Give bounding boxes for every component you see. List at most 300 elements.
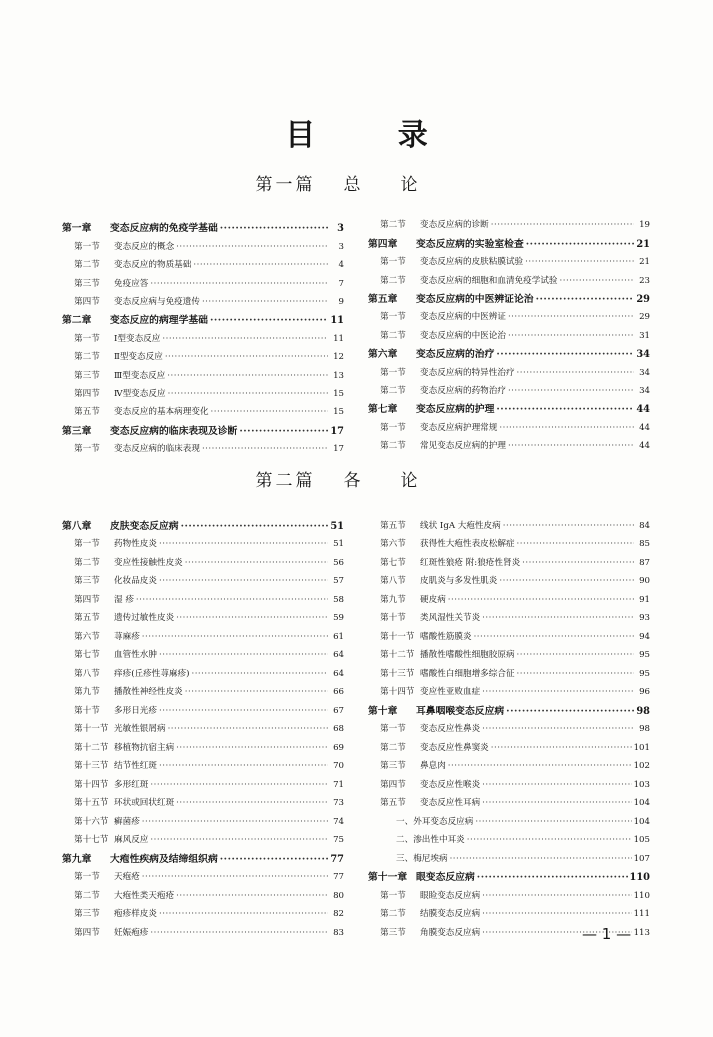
- toc-leader-dots: [159, 650, 328, 661]
- toc-entry-title: 变态反应病的细胞和血清免疫学试验: [420, 275, 558, 286]
- toc-section-row[interactable]: [62, 643, 344, 662]
- toc-entry-number: 第六节: [380, 539, 406, 549]
- toc-chapter-row[interactable]: [368, 287, 650, 305]
- toc-entry-title: 大疱性疾病及结缔组织病: [110, 853, 218, 865]
- toc-leader-dots: [491, 743, 632, 754]
- toc-entry-page: 101: [633, 742, 650, 753]
- toc-entry-number: 第四节: [74, 927, 100, 938]
- toc-leader-dots: [517, 539, 634, 550]
- toc-leader-dots: [142, 817, 328, 828]
- toc-leader-dots: [159, 909, 328, 920]
- toc-entry-number: 第十节: [380, 613, 406, 623]
- part-two-left-column: [62, 513, 344, 939]
- toc-chapter-row[interactable]: [368, 231, 650, 249]
- toc-entry-number: 第五节: [74, 407, 100, 418]
- toc-chapter-row[interactable]: [368, 397, 650, 415]
- toc-section-row[interactable]: [62, 363, 344, 381]
- toc-leader-dots: [467, 835, 632, 846]
- toc-section-row[interactable]: [368, 305, 650, 323]
- toc-entry-page: 23: [639, 275, 650, 286]
- toc-leader-dots: [176, 798, 328, 809]
- toc-entry-page: 107: [633, 853, 650, 864]
- toc-entry-page: 34: [636, 349, 650, 361]
- toc-entry-page: 70: [333, 761, 344, 771]
- toc-section-row[interactable]: [368, 624, 650, 643]
- toc-chapter-row[interactable]: [62, 216, 344, 234]
- toc-leader-dots: [508, 386, 634, 397]
- toc-entry-page: 93: [639, 613, 650, 623]
- toc-leader-dots: [168, 724, 328, 735]
- toc-entry-title: 光敏性银屑病: [114, 724, 166, 734]
- toc-leader-dots: [499, 423, 634, 434]
- toc-leader-dots: [508, 441, 634, 452]
- toc-section-row[interactable]: [368, 846, 650, 865]
- toc-entry-title: 变态反应病护理常规: [420, 422, 498, 433]
- part-two-word: 各论: [343, 471, 458, 491]
- toc-entry-page: 17: [333, 444, 344, 455]
- toc-entry-number: 第十三节: [380, 668, 415, 679]
- toc-entry-number: 第三节: [380, 927, 406, 938]
- toc-section-row[interactable]: [62, 532, 344, 551]
- toc-leader-dots: [482, 724, 634, 735]
- toc-leader-dots: [202, 444, 328, 455]
- toc-section-row[interactable]: [62, 735, 344, 754]
- toc-entry-title: 一、外耳变态反应病: [396, 816, 474, 827]
- toc-entry-title: 变态反应性鼻窦炎: [420, 742, 489, 753]
- toc-leader-dots: [560, 276, 634, 287]
- toc-entry-title: 眼睑变态反应病: [420, 890, 481, 901]
- toc-entry-page: 56: [333, 557, 344, 568]
- toc-entry-page: 44: [639, 422, 650, 433]
- toc-entry-page: 104: [633, 816, 650, 827]
- toc-section-row[interactable]: [62, 754, 344, 773]
- toc-entry-title: 化妆品皮炎: [114, 576, 157, 586]
- toc-entry-number: 第二节: [380, 330, 406, 341]
- toc-entry-page: 83: [333, 927, 344, 938]
- toc-entry-number: 第十四节: [380, 687, 415, 697]
- toc-entry-page: 34: [639, 367, 650, 378]
- toc-chapter-row[interactable]: [368, 865, 650, 884]
- toc-entry-page: 103: [633, 779, 650, 790]
- toc-entry-page: 7: [338, 278, 344, 289]
- toc-section-row[interactable]: [62, 828, 344, 847]
- toc-entry-page: 68: [333, 724, 344, 734]
- toc-entry-title: Ⅳ型变态反应: [114, 388, 166, 399]
- toc-entry-page: 29: [636, 293, 650, 305]
- part-one-name: 第一篇: [255, 175, 316, 195]
- toc-leader-dots: [159, 761, 328, 772]
- toc-section-row[interactable]: [368, 250, 650, 268]
- toc-section-row[interactable]: [62, 569, 344, 588]
- toc-section-row[interactable]: [62, 326, 344, 344]
- toc-section-row[interactable]: [368, 360, 650, 378]
- toc-entry-title: 变应性接触性皮炎: [114, 557, 183, 568]
- page-number: — 1 —: [582, 925, 632, 943]
- toc-leader-dots: [176, 242, 328, 253]
- toc-entry-page: 58: [333, 594, 344, 605]
- toc-entry-title: 药物性皮炎: [114, 539, 157, 549]
- toc-entry-page: 15: [333, 407, 344, 418]
- toc-leader-dots: [499, 576, 634, 587]
- toc-entry-page: 102: [633, 761, 650, 771]
- toc-section-row[interactable]: [62, 661, 344, 680]
- toc-entry-title: 眼变态反应病: [416, 872, 475, 883]
- toc-entry-number: 第五节: [380, 520, 406, 531]
- toc-entry-number: 第四节: [74, 594, 100, 605]
- toc-entry-page: 31: [639, 330, 650, 341]
- toc-entry-number: 第十六节: [74, 816, 109, 827]
- toc-entry-page: 21: [639, 257, 650, 268]
- toc-section-row[interactable]: [62, 865, 344, 884]
- toc-entry-title: 皮肌炎与多发性肌炎: [420, 576, 498, 586]
- toc-section-row[interactable]: [368, 717, 650, 736]
- toc-section-row[interactable]: [368, 680, 650, 699]
- toc-entry-title: 类风湿性关节炎: [420, 613, 481, 623]
- toc-entry-title: 播散性神经性皮炎: [114, 687, 183, 697]
- toc-section-row[interactable]: [368, 643, 650, 662]
- toc-entry-page: 77: [330, 853, 344, 865]
- toc-leader-dots: [517, 650, 634, 661]
- toc-entry-title: 癣菌疹: [114, 816, 140, 827]
- toc-entry-title: 变态反应病的临床表现及诊断: [110, 425, 238, 437]
- toc-section-row[interactable]: [62, 550, 344, 569]
- toc-entry-title: 红斑性狼疮 附:狼疮性肾炎: [420, 557, 521, 568]
- toc-entry-number: 第九章: [62, 853, 92, 865]
- toc-entry-number: 第二节: [380, 742, 406, 753]
- toc-entry-number: 第四节: [380, 779, 406, 790]
- toc-entry-title: 结膜变态反应病: [420, 909, 481, 919]
- toc-entry-page: 105: [633, 835, 650, 845]
- toc-entry-page: 85: [639, 539, 650, 549]
- toc-leader-dots: [191, 669, 328, 680]
- toc-chapter-row[interactable]: [368, 342, 650, 360]
- toc-section-row[interactable]: [62, 698, 344, 717]
- toc-section-row[interactable]: [368, 735, 650, 754]
- toc-section-row[interactable]: [62, 717, 344, 736]
- toc-entry-number: 第二节: [380, 909, 406, 919]
- toc-entry-number: 第十一节: [74, 724, 109, 734]
- toc-entry-number: 第五章: [368, 293, 398, 305]
- toc-entry-number: 第六节: [74, 631, 100, 642]
- toc-entry-page: 95: [639, 668, 650, 679]
- toc-entry-number: 第四节: [74, 296, 100, 307]
- toc-leader-dots: [176, 743, 328, 754]
- toc-entry-page: 19: [639, 220, 650, 231]
- toc-leader-dots: [176, 613, 328, 624]
- toc-leader-dots: [496, 404, 634, 415]
- toc-leader-dots: [482, 909, 631, 920]
- toc-leader-dots: [482, 891, 631, 902]
- toc-entry-number: 第一节: [74, 539, 100, 549]
- toc-entry-number: 第一节: [380, 257, 406, 268]
- part-one-right-column: [368, 213, 650, 452]
- toc-entry-title: 耳鼻咽喉变态反应病: [416, 705, 505, 717]
- toc-leader-dots: [496, 349, 634, 360]
- toc-entry-title: 免疫应答: [114, 278, 149, 289]
- toc-entry-number: 第十二节: [380, 650, 415, 660]
- toc-entry-number: 第二节: [74, 260, 100, 271]
- toc-section-row[interactable]: [62, 437, 344, 455]
- toc-entry-title: 变态反应病的特异性治疗: [420, 367, 515, 378]
- toc-leader-dots: [159, 576, 328, 587]
- toc-entry-number: 第一节: [74, 444, 100, 455]
- toc-entry-number: 第三节: [74, 370, 100, 381]
- toc-leader-dots: [508, 312, 634, 323]
- toc-leader-dots: [477, 872, 628, 883]
- toc-entry-title: 大疱性类天疱疮: [114, 890, 175, 901]
- toc-entry-title: 嗜酸性白细胞增多综合征: [420, 668, 515, 679]
- toc-section-row[interactable]: [368, 268, 650, 286]
- toc-entry-title: 变态反应病的实验室检查: [416, 238, 524, 250]
- toc-section-row[interactable]: [62, 400, 344, 418]
- toc-entry-page: 57: [333, 576, 344, 586]
- part-one-word: 总论: [343, 175, 458, 195]
- toc-entry-title: 变态反应的基本病理变化: [114, 407, 209, 418]
- toc-entry-page: 66: [333, 687, 344, 697]
- toc-section-row[interactable]: [62, 606, 344, 625]
- toc-entry-title: 疱疹样皮炎: [114, 909, 157, 919]
- toc-entry-page: 111: [633, 909, 650, 919]
- toc-leader-dots: [482, 798, 631, 809]
- toc-leader-dots: [448, 595, 634, 606]
- toc-leader-dots: [150, 279, 328, 290]
- toc-leader-dots: [526, 239, 634, 250]
- toc-entry-number: 第七节: [380, 557, 406, 568]
- toc-entry-title: 痒疹(丘疹性荨麻疹): [114, 668, 190, 679]
- toc-entry-number: 第四节: [74, 388, 100, 399]
- toc-entry-title: 皮肤变态反应病: [110, 520, 179, 532]
- toc-leader-dots: [150, 780, 328, 791]
- toc-leader-dots: [142, 872, 328, 883]
- toc-section-row[interactable]: [368, 379, 650, 397]
- toc-entry-page: 95: [639, 650, 650, 660]
- toc-section-row[interactable]: [368, 323, 650, 341]
- toc-entry-page: 4: [338, 260, 344, 271]
- toc-section-row[interactable]: [368, 754, 650, 773]
- toc-entry-page: 17: [330, 425, 344, 437]
- toc-entry-number: 第二节: [380, 220, 406, 231]
- toc-entry-page: 80: [333, 890, 344, 901]
- toc-entry-number: 第二节: [74, 352, 100, 363]
- part-two-name: 第二篇: [255, 471, 316, 491]
- toc-leader-dots: [176, 891, 328, 902]
- toc-entry-title: 变态反应病的中医辨证论治: [416, 293, 534, 305]
- toc-entry-number: 第十三节: [74, 761, 109, 771]
- toc-entry-page: 51: [333, 539, 344, 549]
- toc-leader-dots: [210, 315, 328, 326]
- toc-chapter-row[interactable]: [62, 513, 344, 532]
- toc-entry-number: 第十五节: [74, 798, 109, 808]
- toc-section-row[interactable]: [62, 253, 344, 271]
- toc-entry-number: 第十七节: [74, 835, 109, 845]
- toc-leader-dots: [448, 761, 632, 772]
- toc-section-row[interactable]: [368, 772, 650, 791]
- toc-entry-title: 变态反应病的中医辨证: [420, 312, 506, 323]
- toc-entry-page: 110: [629, 872, 650, 883]
- toc-leader-dots: [185, 687, 328, 698]
- toc-section-row[interactable]: [62, 345, 344, 363]
- toc-leader-dots: [482, 780, 631, 791]
- toc-leader-dots: [136, 595, 328, 606]
- toc-section-row[interactable]: [368, 809, 650, 828]
- toc-chapter-row[interactable]: [62, 418, 344, 436]
- toc-entry-number: 第二节: [74, 557, 100, 568]
- toc-entry-number: 第一节: [380, 312, 406, 323]
- toc-entry-number: 第九节: [380, 594, 406, 605]
- toc-entry-title: Ⅲ型变态反应: [114, 370, 166, 381]
- toc-entry-title: 变态反应病与免疫遗传: [114, 296, 200, 307]
- part-one-heading: [0, 170, 713, 195]
- toc-section-row[interactable]: [62, 587, 344, 606]
- toc-section-row[interactable]: [368, 434, 650, 452]
- toc-entry-page: 44: [636, 404, 650, 416]
- toc-leader-dots: [474, 632, 634, 643]
- toc-entry-title: 天疱疮: [114, 872, 140, 882]
- toc-entry-page: 67: [333, 705, 344, 716]
- toc-entry-number: 第八节: [380, 576, 406, 586]
- toc-entry-title: 线状 IgA 大疱性皮病: [420, 520, 501, 531]
- toc-leader-dots: [239, 426, 328, 437]
- toc-leader-dots: [162, 334, 328, 345]
- toc-entry-page: 69: [333, 742, 344, 753]
- part-two-heading: [0, 466, 713, 491]
- toc-entry-page: 84: [639, 520, 650, 531]
- toc-entry-page: 73: [333, 798, 344, 808]
- toc-section-row[interactable]: [368, 513, 650, 532]
- toc-entry-page: 9: [338, 296, 344, 307]
- toc-entry-page: 21: [636, 238, 650, 250]
- toc-entry-number: 第十一章: [368, 872, 408, 883]
- part-two-right-column: [368, 513, 650, 939]
- toc-section-row[interactable]: [368, 883, 650, 902]
- toc-section-row[interactable]: [368, 550, 650, 569]
- toc-entry-number: 第九节: [74, 687, 100, 697]
- toc-entry-title: 鼻息肉: [420, 761, 446, 771]
- toc-leader-dots: [211, 407, 328, 418]
- toc-entry-number: 第五节: [74, 613, 100, 623]
- toc-leader-dots: [142, 632, 328, 643]
- toc-leader-dots: [150, 928, 328, 939]
- toc-entry-title: 结节性红斑: [114, 761, 157, 771]
- toc-section-row[interactable]: [62, 791, 344, 810]
- toc-entry-title: 变态反应病的药物治疗: [420, 385, 506, 396]
- toc-section-row[interactable]: [368, 661, 650, 680]
- toc-section-row[interactable]: [62, 772, 344, 791]
- toc-section-row[interactable]: [368, 606, 650, 625]
- toc-entry-number: 第三节: [380, 761, 406, 771]
- toc-leader-dots: [506, 706, 634, 717]
- toc-entry-title: 变态反应病的护理: [416, 404, 495, 416]
- toc-entry-number: 第二章: [62, 315, 92, 327]
- toc-leader-dots: [193, 260, 328, 271]
- toc-entry-title: 二、渗出性中耳炎: [396, 835, 465, 845]
- toc-entry-number: 第一节: [380, 422, 406, 433]
- toc-entry-title: 变态反应病的诊断: [420, 220, 489, 231]
- toc-section-row[interactable]: [368, 532, 650, 551]
- toc-leader-dots: [168, 389, 328, 400]
- toc-section-row[interactable]: [368, 213, 650, 231]
- toc-entry-page: 29: [639, 312, 650, 323]
- toc-section-row[interactable]: [368, 415, 650, 433]
- toc-entry-title: 变态反应的物质基础: [114, 260, 192, 271]
- toc-chapter-row[interactable]: [368, 698, 650, 717]
- toc-chapter-row[interactable]: [62, 308, 344, 326]
- toc-leader-dots: [482, 613, 634, 624]
- toc-leader-dots: [475, 817, 631, 828]
- toc-section-row[interactable]: [62, 624, 344, 643]
- toc-leader-dots: [165, 352, 328, 363]
- toc-entry-number: 第七节: [74, 650, 100, 660]
- toc-entry-page: 90: [639, 576, 650, 586]
- toc-leader-dots: [517, 669, 634, 680]
- toc-entry-title: 变态反应病的皮肤粘膜试验: [420, 257, 524, 268]
- toc-section-row[interactable]: [368, 902, 650, 921]
- toc-chapter-row[interactable]: [62, 846, 344, 865]
- toc-entry-page: 3: [338, 241, 344, 252]
- toc-entry-title: 多形红斑: [114, 779, 149, 790]
- toc-leader-dots: [536, 294, 634, 305]
- toc-section-row[interactable]: [368, 587, 650, 606]
- toc-section-row[interactable]: [62, 809, 344, 828]
- toc-leader-dots: [181, 521, 328, 532]
- toc-entry-title: 变态反应病的免疫学基础: [110, 223, 218, 235]
- toc-section-row[interactable]: [62, 234, 344, 252]
- toc-entry-title: 麻风反应: [114, 835, 149, 845]
- toc-entry-page: 98: [636, 705, 650, 717]
- toc-entry-title: 变态反应的概念: [114, 241, 175, 252]
- toc-section-row[interactable]: [62, 271, 344, 289]
- toc-leader-dots: [482, 687, 634, 698]
- toc-entry-page: 104: [633, 798, 650, 808]
- toc-entry-page: 113: [633, 927, 650, 938]
- toc-section-row[interactable]: [62, 883, 344, 902]
- toc-entry-page: 77: [333, 872, 344, 882]
- toc-entry-title: Ⅱ型变态反应: [114, 352, 163, 363]
- toc-entry-page: 3: [337, 223, 344, 235]
- toc-entry-title: 硬皮病: [420, 594, 446, 605]
- toc-entry-page: 15: [333, 388, 344, 399]
- toc-entry-title: 湿 疹: [114, 594, 134, 605]
- toc-section-row[interactable]: [368, 828, 650, 847]
- toc-section-row[interactable]: [62, 920, 344, 939]
- toc-entry-title: 荨麻疹: [114, 631, 140, 642]
- toc-entry-page: 12: [333, 352, 344, 363]
- toc-entry-page: 61: [333, 631, 344, 642]
- toc-leader-dots: [491, 220, 634, 231]
- toc-entry-page: 82: [333, 909, 344, 919]
- toc-section-row[interactable]: [62, 902, 344, 921]
- toc-section-row[interactable]: [62, 680, 344, 699]
- toc-entry-title: 角膜变态反应病: [420, 927, 481, 938]
- toc-leader-dots: [185, 558, 328, 569]
- toc-section-row[interactable]: [62, 290, 344, 308]
- toc-leader-dots: [522, 558, 634, 569]
- toc-section-row[interactable]: [62, 382, 344, 400]
- toc-entry-title: 变态反应病的临床表现: [114, 444, 200, 455]
- toc-entry-title: 环状或回状红斑: [114, 798, 175, 808]
- toc-entry-page: 13: [333, 370, 344, 381]
- toc-section-row[interactable]: [368, 791, 650, 810]
- toc-entry-number: 第三章: [62, 425, 92, 437]
- toc-entry-page: 34: [639, 385, 650, 396]
- toc-entry-page: 96: [639, 687, 650, 697]
- toc-section-row[interactable]: [368, 569, 650, 588]
- toc-entry-number: 第三节: [74, 909, 100, 919]
- toc-entry-number: 第十四节: [74, 779, 109, 790]
- toc-leader-dots: [525, 257, 634, 268]
- toc-entry-number: 第八节: [74, 668, 100, 679]
- toc-leader-dots: [159, 706, 328, 717]
